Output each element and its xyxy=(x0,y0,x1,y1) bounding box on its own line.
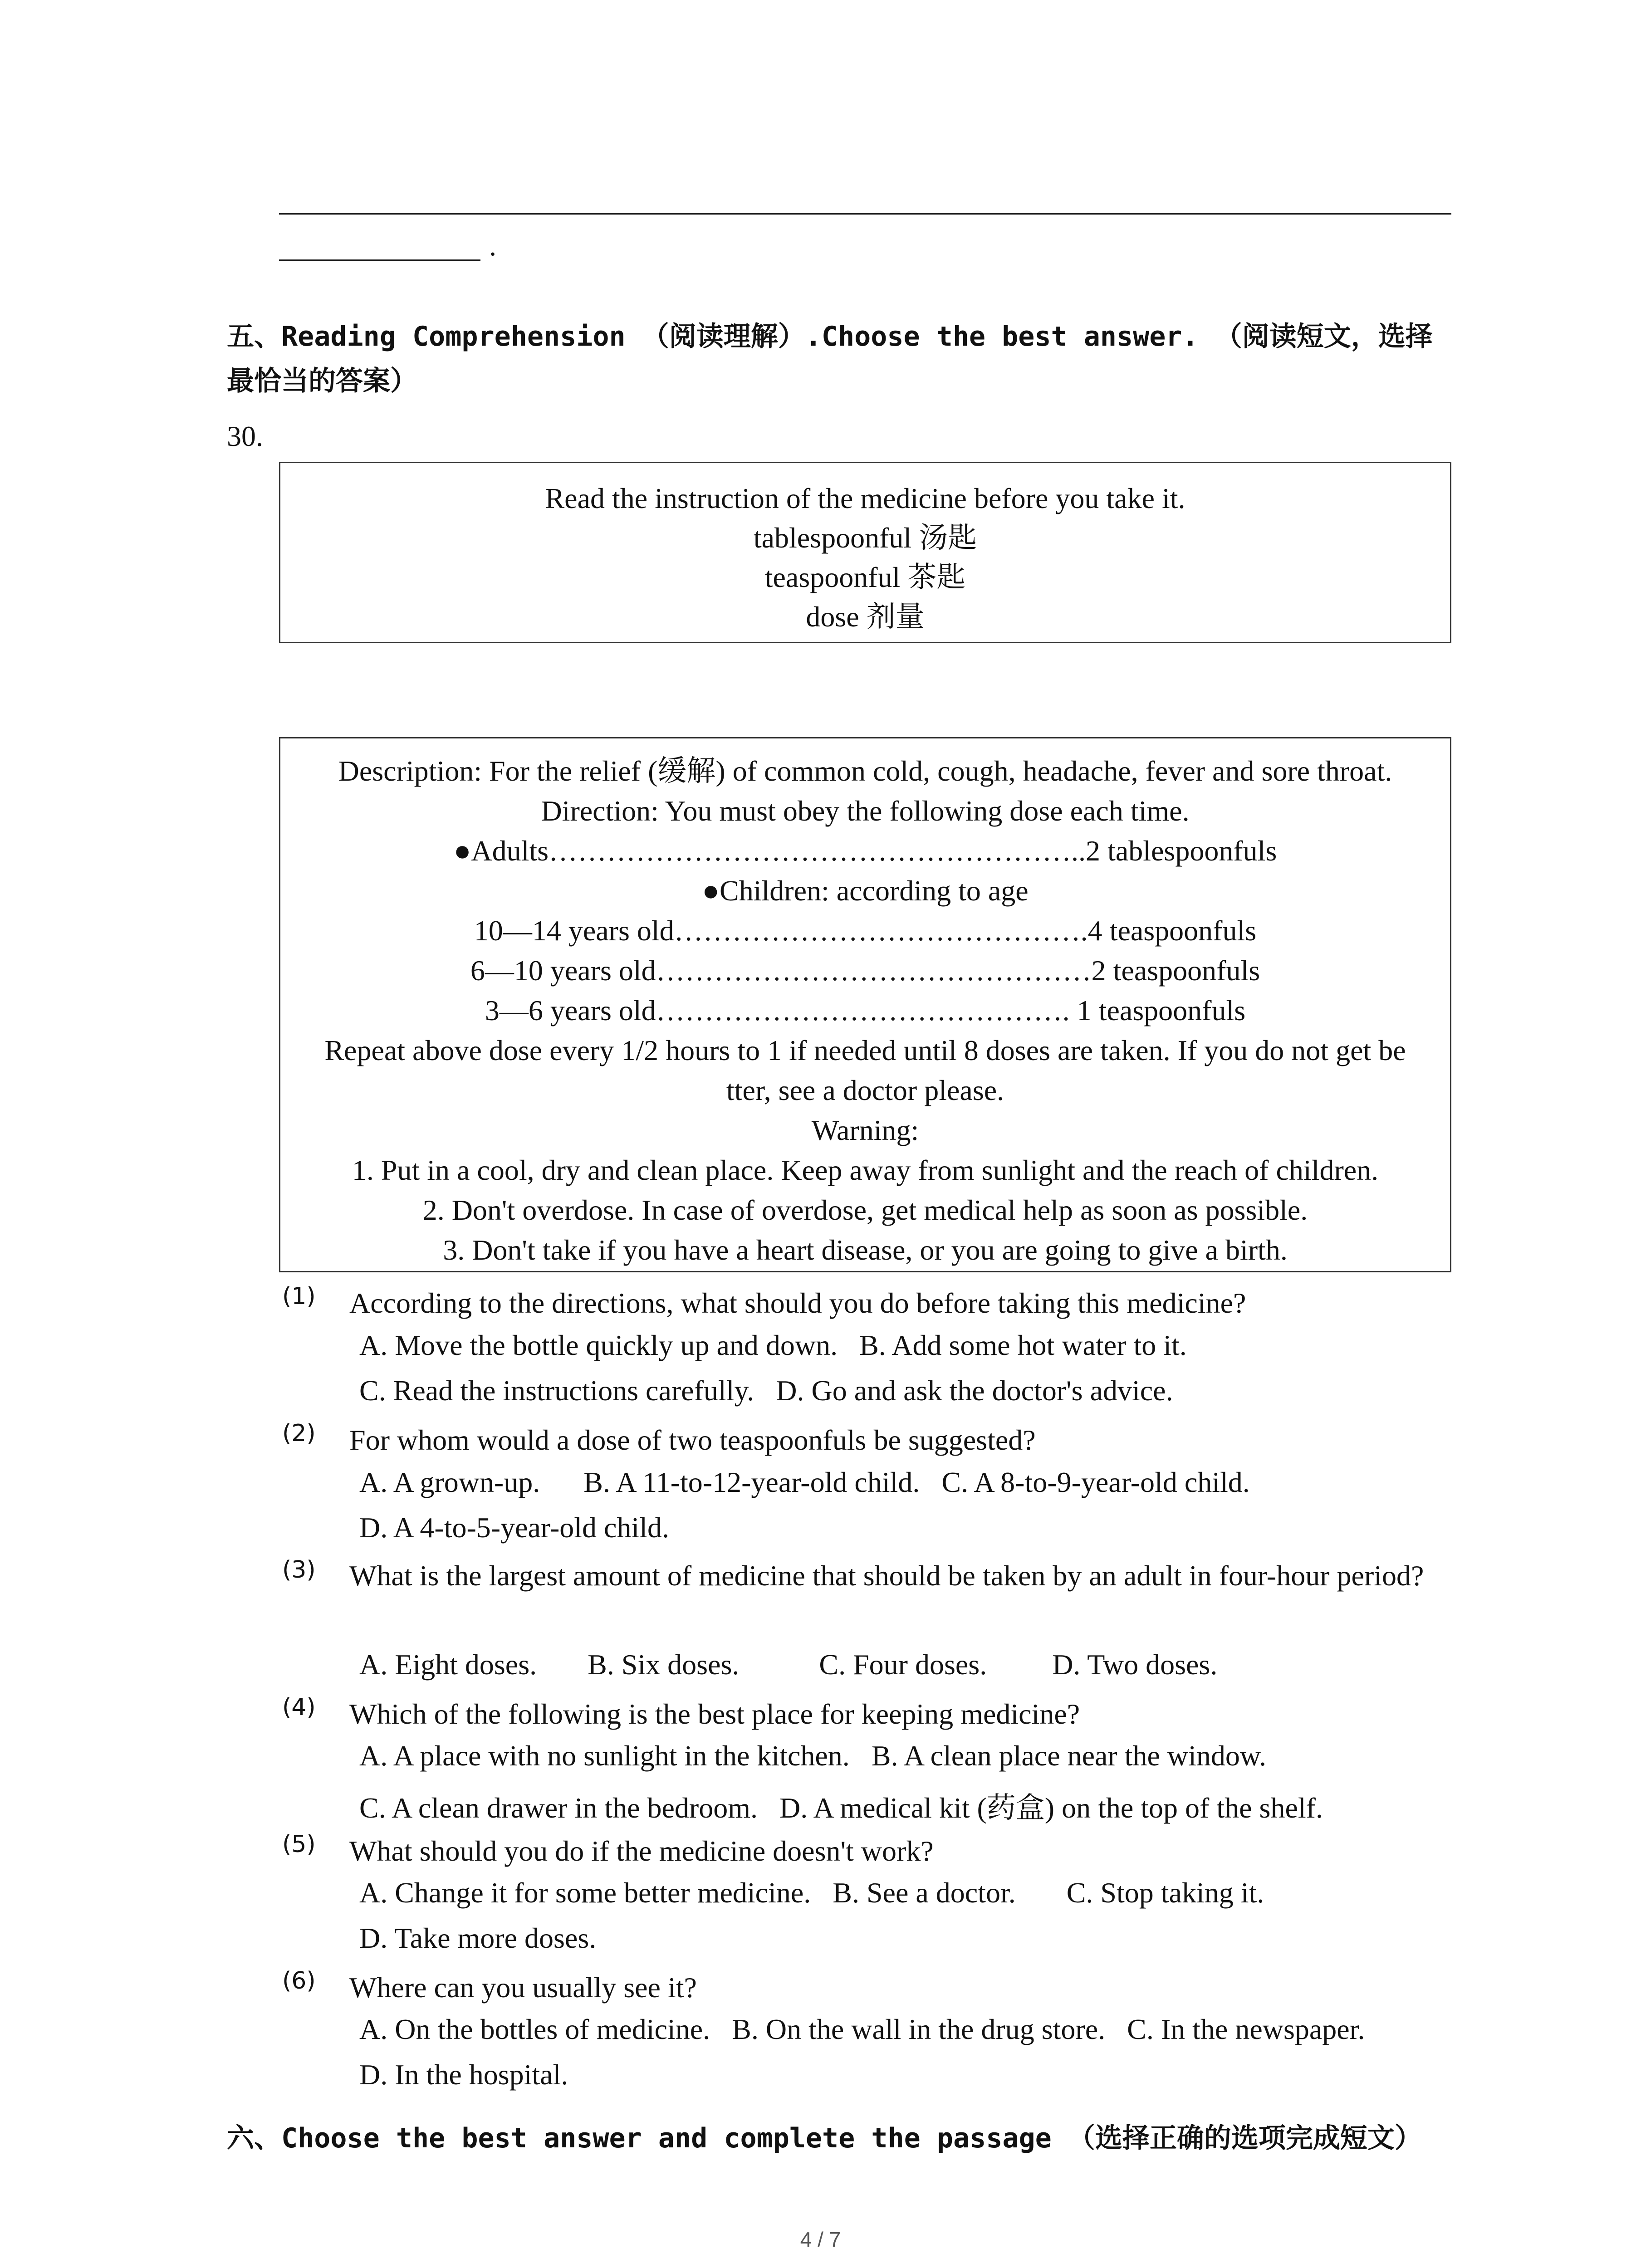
question-6-text: Where can you usually see it? xyxy=(349,1971,697,2004)
instruction-line: 6—10 years old………………………………………2 teaspoonfuls xyxy=(470,954,1260,987)
instruction-line: tter, see a doctor please. xyxy=(726,1074,1004,1106)
question-5-text: What should you do if the medicine doesn't work? xyxy=(349,1835,934,1867)
instruction-line: Direction: You must obey the following dose each time. xyxy=(541,795,1190,827)
instruction-line: 2. Don't overdose. In case of overdose, get medical help as soon as possible. xyxy=(422,1194,1308,1226)
question-6-option-d: D. In the hospital. xyxy=(359,2058,568,2091)
question-5-number: (5) xyxy=(282,1831,316,1858)
question-2-option-d: D. A 4-to-5-year-old child. xyxy=(359,1511,669,1544)
instruction-line: ●Children: according to age xyxy=(702,875,1029,907)
instruction-line: 3. Don't take if you have a heart disease, or you are going to give a birth. xyxy=(443,1234,1288,1266)
medicine-instruction-box xyxy=(279,737,1451,1272)
answer-line-full xyxy=(279,213,1451,215)
instruction-line: Warning: xyxy=(811,1114,919,1146)
question-1-number: (1) xyxy=(282,1283,316,1310)
question-4-text: Which of the following is the best place for keeping medicine? xyxy=(349,1698,1080,1730)
question-4-options-c-d: C. A clean drawer in the bedroom. D. A medical kit (药盒) on the top of the shelf. xyxy=(359,1792,1323,1824)
page-number: 4 / 7 xyxy=(800,2228,841,2251)
vocabulary-box xyxy=(279,462,1451,643)
question-4-options-a-b: A. A place with no sunlight in the kitchen. B. A clean place near the window. xyxy=(359,1740,1266,1772)
instruction-line: 10—14 years old…………………………………….4 teaspoonfuls xyxy=(474,914,1257,947)
question-1-options-c-d: C. Read the instructions carefully. D. Go and ask the doctor's advice. xyxy=(359,1374,1173,1407)
instruction-line: ●Adults………………………………………………..2 tablespoonfuls xyxy=(453,835,1277,867)
section-5-heading-line-1: 五、Reading Comprehension （阅读理解）.Choose the best answer. （阅读短文，选择 xyxy=(227,321,1433,352)
question-4-number: (4) xyxy=(282,1694,316,1721)
question-number: 30. xyxy=(227,420,263,452)
answer-line-short xyxy=(279,259,480,261)
question-6-options-a-c: A. On the bottles of medicine. B. On the wall in the drug store. C. In the newspaper. xyxy=(359,2013,1365,2045)
question-5-options-a-c: A. Change it for some better medicine. B. See a doctor. C. Stop taking it. xyxy=(359,1877,1264,1909)
question-1-text: According to the directions, what should you do before taking this medicine? xyxy=(349,1287,1246,1319)
question-6-number: (6) xyxy=(282,1967,316,1994)
instruction-line: Repeat above dose every 1/2 hours to 1 if needed until 8 doses are taken. If you do not get be xyxy=(324,1034,1406,1066)
question-2-number: (2) xyxy=(282,1420,316,1447)
question-5-option-d: D. Take more doses. xyxy=(359,1922,597,1954)
section-5-heading-line-2: 最恰当的答案） xyxy=(227,365,417,397)
instruction-line: Description: For the relief (缓解) of common cold, cough, headache, fever and sore throat. xyxy=(338,755,1392,787)
vocab-line: Read the instruction of the medicine before you take it. xyxy=(545,482,1185,514)
section-5-heading xyxy=(227,314,1452,403)
answer-line-period: . xyxy=(489,230,496,262)
question-3-options: A. Eight doses. B. Six doses. C. Four doses. D. Two doses. xyxy=(359,1648,1218,1681)
vocab-line: dose 剂量 xyxy=(806,601,925,633)
instruction-line: 1. Put in a cool, dry and clean place. Keep away from sunlight and the reach of children. xyxy=(352,1154,1379,1186)
question-1-options-a-b: A. Move the bottle quickly up and down. B. Add some hot water to it. xyxy=(359,1329,1187,1361)
vocab-line: tablespoonful 汤匙 xyxy=(753,522,977,554)
question-2-text: For whom would a dose of two teaspoonfuls be suggested? xyxy=(349,1424,1036,1456)
question-2-options-a-c: A. A grown-up. B. A 11-to-12-year-old child. C. A 8-to-9-year-old child. xyxy=(359,1466,1250,1498)
question-3-number: (3) xyxy=(282,1556,316,1584)
question-3-text: What is the largest amount of medicine that should be taken by an adult in four-hour period? xyxy=(349,1559,1424,1592)
vocab-line: teaspoonful 茶匙 xyxy=(764,561,966,593)
instruction-line: 3—6 years old……………………………………. 1 teaspoonfuls xyxy=(485,994,1246,1026)
section-6-heading: 六、Choose the best answer and complete the passage （选择正确的选项完成短文） xyxy=(227,2122,1422,2154)
